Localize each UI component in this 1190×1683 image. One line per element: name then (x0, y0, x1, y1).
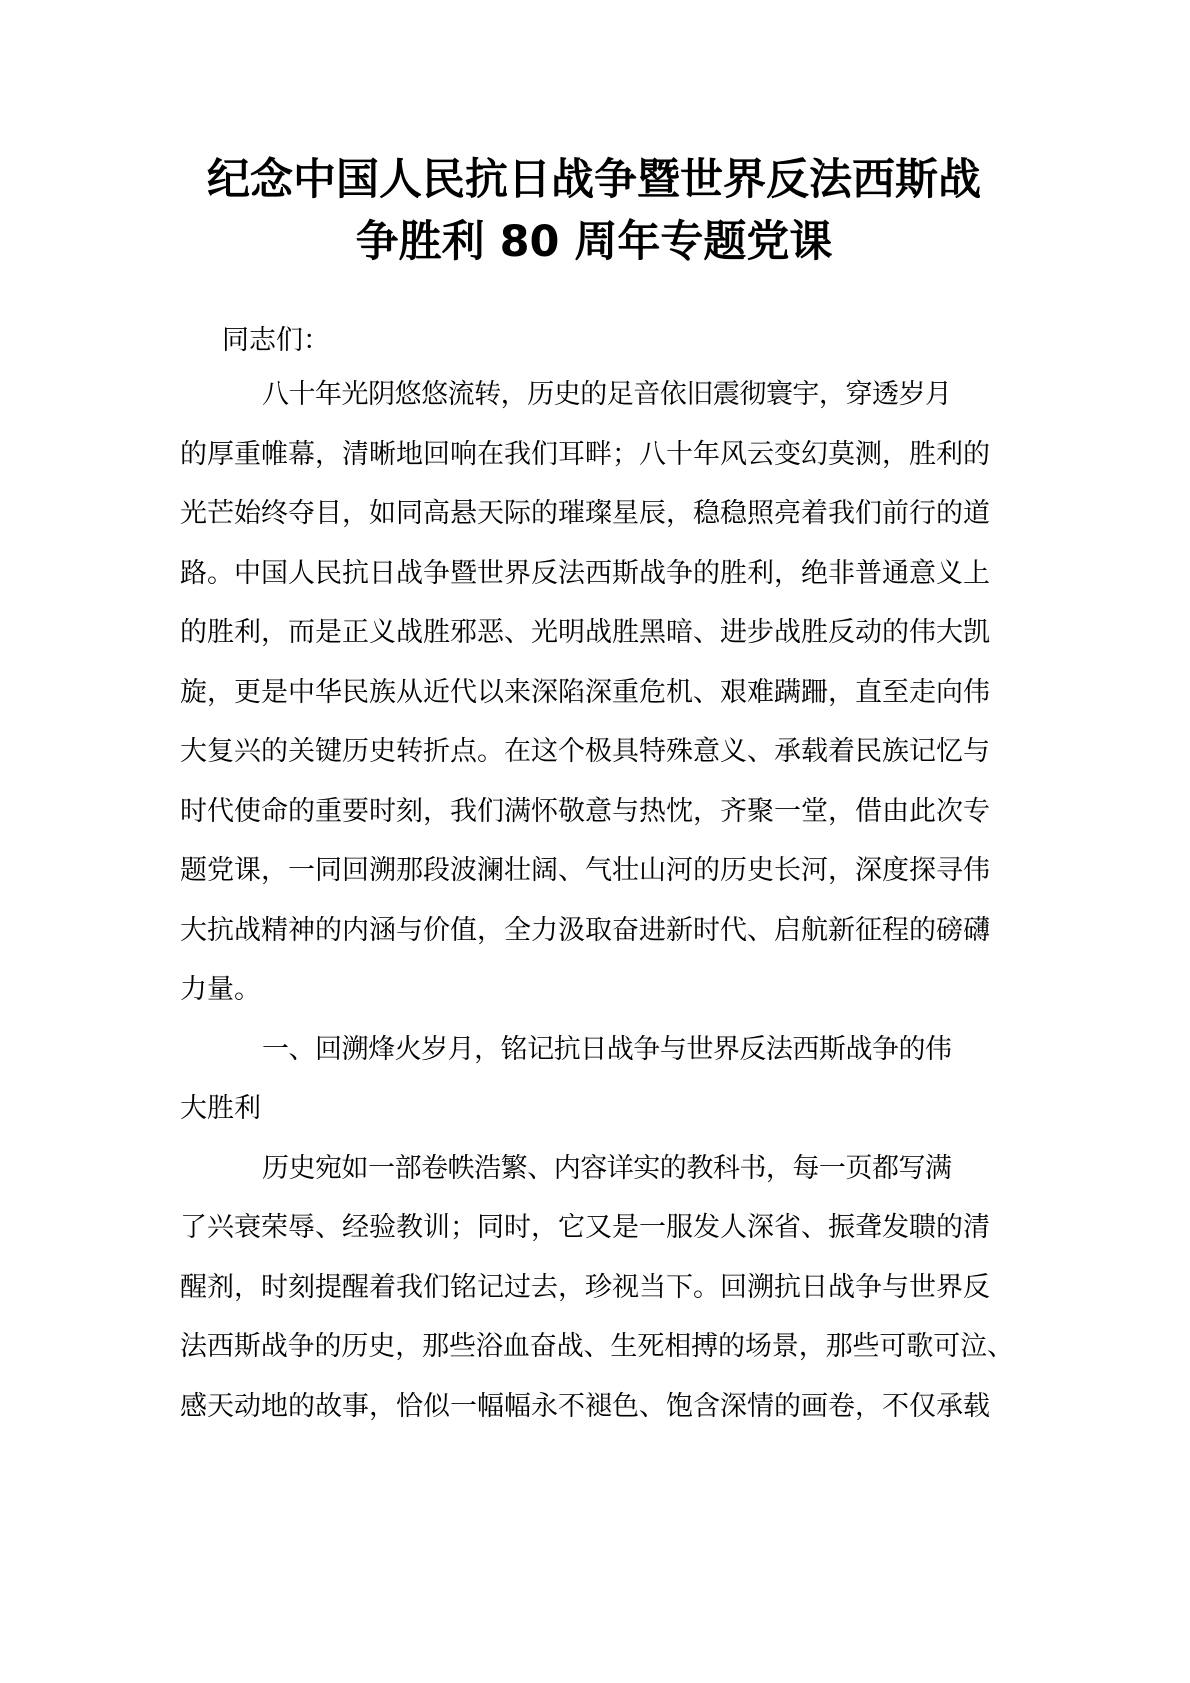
document-title-line-2: 争胜利 80 周年专题党课 (355, 217, 833, 267)
paragraph-1-line-10: 大抗战精神的内涵与价值，全力汲取奋进新时代、启航新征程的磅礴 (180, 915, 990, 946)
section-heading-line-1: 一、回溯烽火岁月，铭记抗日战争与世界反法西斯战争的伟 (262, 1034, 952, 1065)
paragraph-2-line-5: 感天动地的故事，恰似一幅幅永不褪色、饱含深情的画卷，不仅承载 (180, 1391, 990, 1422)
paragraph-1-line-3: 光芒始终夺目，如同高悬天际的璀璨星辰，稳稳照亮着我们前行的道 (180, 498, 990, 529)
paragraph-2-line-2: 了兴衰荣辱、经验教训；同时，它又是一服发人深省、振聋发聩的清 (180, 1212, 990, 1243)
section-heading-line-2: 大胜利 (180, 1093, 261, 1124)
paragraph-2-line-3: 醒剂，时刻提醒着我们铭记过去，珍视当下。回溯抗日战争与世界反 (180, 1272, 990, 1303)
salutation: 同志们： (222, 325, 330, 356)
paragraph-1-line-9: 题党课，一同回溯那段波澜壮阔、气壮山河的历史长河，深度探寻伟 (180, 855, 990, 886)
paragraph-1-line-6: 旋，更是中华民族从近代以来深陷深重危机、艰难蹒跚，直至走向伟 (180, 677, 990, 708)
paragraph-2-line-1: 历史宛如一部卷帙浩繁、内容详实的教科书，每一页都写满 (262, 1153, 952, 1184)
paragraph-1-line-7: 大复兴的关键历史转折点。在这个极具特殊意义、承载着民族记忆与 (180, 736, 990, 767)
paragraph-2-line-4: 法西斯战争的历史，那些浴血奋战、生死相搏的场景，那些可歌可泣、 (180, 1331, 1014, 1362)
paragraph-1-line-2: 的厚重帷幕，清晰地回响在我们耳畔；八十年风云变幻莫测，胜利的 (180, 439, 990, 470)
document-title-line-1: 纪念中国人民抗日战争暨世界反法西斯战 (207, 155, 981, 205)
paragraph-1-line-4: 路。中国人民抗日战争暨世界反法西斯战争的胜利，绝非普通意义上 (180, 558, 990, 589)
paragraph-1-line-8: 时代使命的重要时刻，我们满怀敬意与热忱，齐聚一堂，借由此次专 (180, 796, 990, 827)
paragraph-1-line-5: 的胜利，而是正义战胜邪恶、光明战胜黑暗、进步战胜反动的伟大凯 (180, 617, 990, 648)
paragraph-1-line-11: 力量。 (180, 974, 261, 1005)
paragraph-1-line-1: 八十年光阴悠悠流转，历史的足音依旧震彻寰宇，穿透岁月 (262, 379, 952, 410)
